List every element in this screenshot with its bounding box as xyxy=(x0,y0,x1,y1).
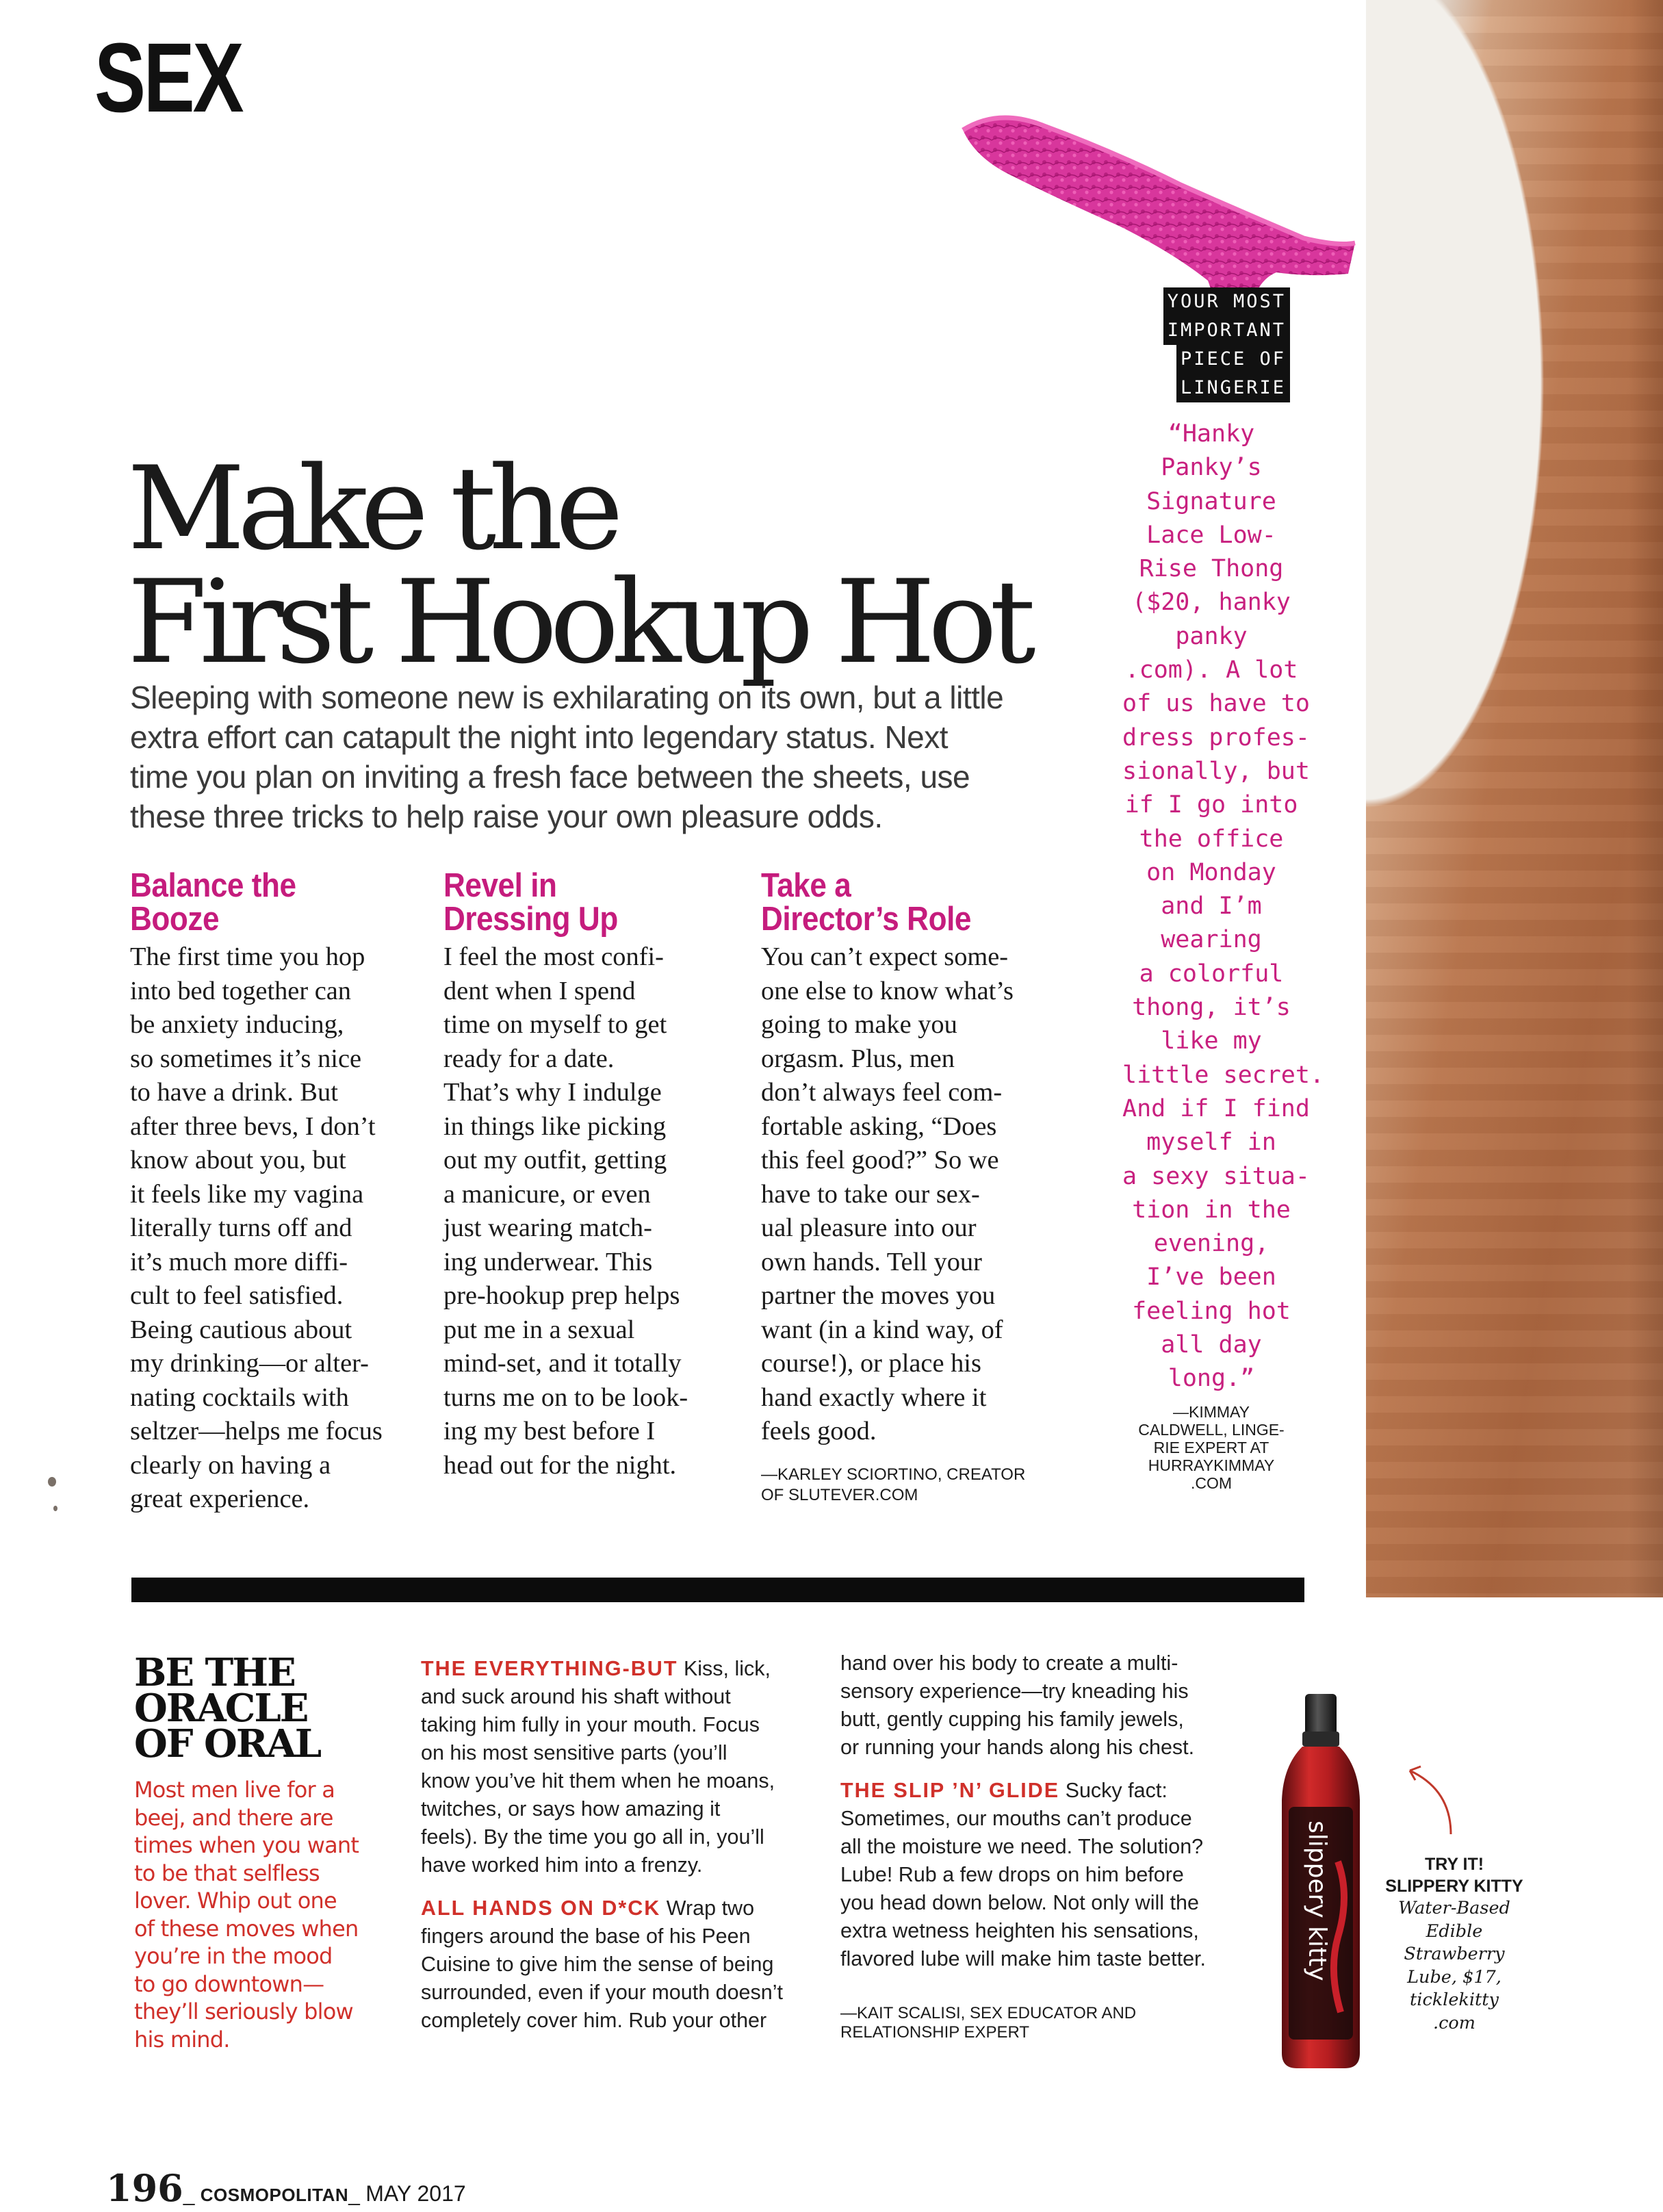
tip-line: butt, gently cupping his family jewels, xyxy=(840,1708,1184,1731)
tip-line: completely cover him. Rub your other xyxy=(421,2009,767,2032)
column-body-revel-in-dressing-up xyxy=(443,940,688,1482)
tip-slip-n-glide-first-line xyxy=(840,1777,1206,1805)
tips-column-2 xyxy=(840,1649,1206,1973)
quote-line: like my xyxy=(1161,1027,1262,1055)
oracle-title-line: ORACLE xyxy=(134,1686,308,1731)
headline-line: Make the xyxy=(127,441,616,576)
quote-line: of us have to xyxy=(1122,690,1310,718)
tip-text: Kiss, lick, xyxy=(678,1657,771,1680)
quote-line: all day xyxy=(1161,1331,1262,1359)
oracle-title-line: OF ORAL xyxy=(134,1721,321,1766)
lube-bottle-image xyxy=(1269,1690,1372,2074)
tip-spacer xyxy=(421,1879,783,1894)
column-title-line: Balance the xyxy=(130,867,296,904)
body-line: out my outfit, getting xyxy=(443,1146,667,1174)
deck-line: extra effort can catapult the night into legendary status. Next xyxy=(130,719,949,755)
tip-line: Sometimes, our mouths can’t produce xyxy=(840,1807,1192,1830)
column-title-line: Revel in xyxy=(443,867,557,904)
quote-line: the office xyxy=(1139,825,1284,853)
body-line: a manicure, or even xyxy=(443,1179,651,1209)
body-line: time on myself to get xyxy=(443,1010,667,1039)
body-line: feels good. xyxy=(761,1417,877,1445)
oracle-title xyxy=(134,1650,321,1766)
tip-line: surrounded, even if your mouth doesn’t xyxy=(421,1981,783,2004)
column-title-balance-the-booze xyxy=(130,869,296,936)
attribution-line: —KAIT SCALISI, SEX EDUCATOR AND xyxy=(840,2004,1137,2022)
quote-line: thong, it’s xyxy=(1132,994,1291,1022)
quote-line: a colorful xyxy=(1139,960,1284,988)
tip-line: feels). By the time you go all in, you’ll xyxy=(421,1825,764,1849)
body-line: put me in a sexual xyxy=(443,1315,635,1344)
tip-everything-but-first-line xyxy=(421,1655,783,1683)
intro-line: they’ll seriously blow xyxy=(134,1998,353,2024)
body-line: mind-set, and it totally xyxy=(443,1349,682,1378)
body-line: course!), or place his xyxy=(761,1349,981,1378)
body-line: don’t always feel com- xyxy=(761,1078,1003,1107)
quote-line: I’ve been xyxy=(1146,1263,1276,1291)
column-body-take-a-directors-role xyxy=(761,940,1014,1449)
lingerie-tag-line: YOUR MOST xyxy=(1163,287,1290,316)
quote-attribution-line: RIE EXPERT AT xyxy=(1153,1439,1269,1456)
folio-separator: _ xyxy=(183,2183,201,2206)
product-description-line: ticklekitty xyxy=(1410,1990,1499,2010)
product-description-line: Edible xyxy=(1426,1920,1483,1942)
product-description-line: Water-Based xyxy=(1398,1898,1510,1918)
quote-line: if I go into xyxy=(1124,791,1298,819)
body-line: great experience. xyxy=(130,1484,310,1513)
body-line: so sometimes it’s nice xyxy=(130,1044,362,1073)
quote-line: feeling hot xyxy=(1132,1297,1291,1325)
body-line: to have a drink. But xyxy=(130,1078,338,1107)
intro-line: Most men live for a xyxy=(134,1777,335,1803)
quote-line: sionally, but xyxy=(1122,757,1310,785)
quote-line: on Monday xyxy=(1146,858,1276,886)
intro-line: lover. Whip out one xyxy=(134,1888,337,1914)
body-line: turns me on to be look- xyxy=(443,1382,688,1412)
tip-lead-all-hands: ALL HANDS ON D*CK xyxy=(421,1896,661,1920)
body-line: going to make you xyxy=(761,1010,957,1039)
body-line: after three bevs, I don’t xyxy=(130,1111,376,1141)
headline-line: First Hookup Hot xyxy=(127,555,1029,689)
column-title-line: Booze xyxy=(130,901,220,938)
body-line: seltzer—helps me focus xyxy=(130,1417,383,1445)
quote-line: “Hanky xyxy=(1168,420,1255,448)
tip-line: fingers around the base of his Peen xyxy=(421,1925,751,1948)
headline xyxy=(127,441,1154,689)
tips-column-1 xyxy=(421,1655,783,2035)
issue-date: MAY 2017 xyxy=(365,2181,466,2206)
product-caption xyxy=(1376,1853,1533,2035)
tip-lead-everything-but: THE EVERYTHING-BUT xyxy=(421,1657,678,1680)
scan-speck xyxy=(48,1477,56,1487)
column-attribution xyxy=(761,1465,1025,1506)
page-folio xyxy=(106,2166,466,2210)
body-line: dent when I spend xyxy=(443,976,636,1005)
body-line: nating cocktails with xyxy=(130,1382,349,1412)
tip-all-hands-first-line xyxy=(421,1894,783,1922)
quote-line: Signature xyxy=(1146,487,1276,515)
column-title-line: Director’s Role xyxy=(761,901,971,938)
section-divider-rule xyxy=(131,1578,1304,1602)
deck-line: time you plan on inviting a fresh face between the sheets, use xyxy=(130,759,970,795)
quote-line: myself in xyxy=(1146,1129,1276,1157)
body-line: hand exactly where it xyxy=(761,1382,987,1412)
tip-line: or running your hands along his chest. xyxy=(840,1736,1195,1759)
body-line: Being cautious about xyxy=(130,1315,352,1344)
quote-line: ($20, hanky xyxy=(1132,589,1291,617)
tip-line: know you’ve hit them when he moans, xyxy=(421,1769,775,1792)
body-line: it’s much more diffi- xyxy=(130,1247,348,1276)
attribution-line: OF SLUTEVER.COM xyxy=(761,1486,918,1504)
tip-line: flavored lube will make him taste better. xyxy=(840,1947,1207,1970)
page-number: 196 xyxy=(106,2166,183,2210)
quote-line: evening, xyxy=(1153,1230,1269,1258)
lingerie-tag-line: IMPORTANT xyxy=(1163,316,1290,345)
body-line: it feels like my vagina xyxy=(130,1179,364,1209)
body-line: orgasm. Plus, men xyxy=(761,1044,955,1073)
intro-line: you’re in the mood xyxy=(134,1943,333,1969)
body-line: head out for the night. xyxy=(443,1450,677,1480)
body-line: ing underwear. This xyxy=(443,1247,653,1276)
publication-name: COSMOPOLITAN xyxy=(200,2185,349,2205)
tip-line: have worked him into a frenzy. xyxy=(421,1853,703,1877)
tip-text: Wrap two xyxy=(660,1896,755,1920)
column-title-line: Dressing Up xyxy=(443,901,618,938)
quote-line: Lace Low- xyxy=(1146,521,1276,549)
body-line: one else to know what’s xyxy=(761,976,1014,1005)
body-line: my drinking—or alter- xyxy=(130,1349,369,1378)
body-line: know about you, but xyxy=(130,1146,346,1174)
column-title-revel-in-dressing-up xyxy=(443,869,618,936)
curved-arrow-icon xyxy=(1396,1762,1458,1838)
quote-line: long.” xyxy=(1168,1365,1255,1393)
tip-line: Cuisine to give him the sense of being xyxy=(421,1953,774,1976)
tip-lead-slip-n-glide: THE SLIP ’N’ GLIDE xyxy=(840,1779,1060,1802)
product-description-line: .com xyxy=(1433,2012,1475,2033)
column-title-line: Take a xyxy=(761,867,851,904)
quote-attribution xyxy=(1122,1403,1300,1492)
quote-line: little secret. xyxy=(1122,1061,1325,1089)
intro-line: his mind. xyxy=(134,2026,230,2053)
body-line: have to take our sex- xyxy=(761,1179,980,1209)
body-line: be anxiety inducing, xyxy=(130,1010,344,1039)
tip-line: on his most sensitive parts (you’ll xyxy=(421,1741,727,1764)
body-line: this feel good?” So we xyxy=(761,1146,999,1174)
bottle-label-text: slippery kitty xyxy=(1303,1821,1331,1981)
section-label: SEX xyxy=(94,23,242,133)
body-line: ready for a date. xyxy=(443,1044,615,1073)
body-line: want (in a kind way, of xyxy=(761,1315,1003,1344)
quote-attribution-line: .COM xyxy=(1190,1474,1233,1492)
tip-line: Lube! Rub a few drops on him before xyxy=(840,1863,1184,1886)
body-line: That’s why I indulge xyxy=(443,1078,662,1107)
body-line: I feel the most confi- xyxy=(443,942,664,971)
shoulder-photo-highlight xyxy=(1366,0,1663,1597)
body-line: ing my best before I xyxy=(443,1417,656,1445)
quote-attribution-line: CALDWELL, LINGE- xyxy=(1138,1421,1285,1439)
body-line: pre-hookup prep helps xyxy=(443,1281,680,1310)
product-description xyxy=(1376,1897,1533,2035)
quote-line: dress profes- xyxy=(1122,723,1310,751)
deck-line: Sleeping with someone new is exhilarating on its own, but a little xyxy=(130,680,1004,715)
body-line: own hands. Tell your xyxy=(761,1247,982,1276)
product-callout-line: TRY IT! xyxy=(1424,1855,1484,1874)
oracle-intro xyxy=(134,1776,394,2053)
quote-line: And if I find xyxy=(1122,1094,1310,1122)
quote-line: and I’m xyxy=(1161,892,1262,921)
intro-line: to go downtown— xyxy=(134,1970,324,1997)
tip-text: Sucky fact: xyxy=(1059,1779,1168,1802)
body-line: You can’t expect some- xyxy=(761,942,1009,971)
tip-line: hand over his body to create a multi- xyxy=(840,1651,1178,1675)
tip-line: all the moisture we need. The solution? xyxy=(840,1835,1204,1858)
tip-line: extra wetness heighten his sensations, xyxy=(840,1919,1199,1942)
body-line: cult to feel satisfied. xyxy=(130,1281,344,1310)
product-description-line: Strawberry xyxy=(1404,1944,1505,1964)
product-name: SLIPPERY KITTY xyxy=(1385,1877,1523,1896)
lingerie-tag-line: PIECE OF xyxy=(1176,345,1290,374)
quote-line: Rise Thong xyxy=(1139,555,1284,583)
quote-line: a sexy situa- xyxy=(1122,1162,1310,1190)
deck xyxy=(130,678,1095,836)
quote-line: panky xyxy=(1175,622,1248,650)
intro-line: of these moves when xyxy=(134,1915,359,1942)
attribution-line: RELATIONSHIP EXPERT xyxy=(840,2023,1030,2042)
oracle-title-line: BE THE xyxy=(134,1650,295,1695)
intro-line: times when you want xyxy=(134,1832,359,1858)
lingerie-tag xyxy=(1133,287,1290,402)
body-line: literally turns off and xyxy=(130,1213,352,1242)
tip-line: and suck around his shaft without xyxy=(421,1685,731,1708)
lingerie-tag-line: LINGERIE xyxy=(1176,374,1290,402)
tip-line: you head down below. Not only will the xyxy=(840,1891,1199,1914)
product-callout xyxy=(1376,1853,1533,1897)
photo-edge-shadow xyxy=(1629,0,1663,1597)
product-description-line: Lube, $17, xyxy=(1407,1966,1501,1988)
body-line: into bed together can xyxy=(130,976,352,1005)
tip-line: taking him fully in your mouth. Focus xyxy=(421,1713,760,1736)
attribution-line: —KARLEY SCIORTINO, CREATOR xyxy=(761,1465,1026,1484)
body-line: ual pleasure into our xyxy=(761,1213,977,1242)
quote-line: tion in the xyxy=(1132,1196,1291,1224)
tip-line: sensory experience—try kneading his xyxy=(840,1680,1189,1703)
intro-line: to be that selfless xyxy=(134,1860,320,1886)
body-line: in things like picking xyxy=(443,1111,667,1141)
tips-attribution xyxy=(840,2004,1136,2042)
quote-attribution-line: —KIMMAY xyxy=(1172,1403,1250,1421)
deck-line: these three tricks to help raise your own pleasure odds. xyxy=(130,799,883,834)
folio-separator: _ xyxy=(348,2183,366,2206)
quote-line: .com). A lot xyxy=(1124,656,1298,684)
body-line: partner the moves you xyxy=(761,1281,996,1310)
tip-line: twitches, or says how amazing it xyxy=(421,1797,721,1821)
quote-line: Panky’s xyxy=(1161,454,1262,482)
body-line: fortable asking, “Does xyxy=(761,1111,997,1141)
body-line: The first time you hop xyxy=(130,942,365,971)
quote-attribution-line: HURRAYKIMMAY xyxy=(1148,1456,1275,1474)
column-body-balance-the-booze xyxy=(130,940,383,1517)
column-title-take-a-directors-role xyxy=(761,869,971,936)
body-line: clearly on having a xyxy=(130,1450,331,1480)
body-line: just wearing match- xyxy=(443,1213,652,1242)
intro-line: beej, and there are xyxy=(134,1804,333,1831)
quote-line: wearing xyxy=(1161,926,1262,954)
scan-speck xyxy=(53,1506,57,1511)
tip-spacer xyxy=(840,1762,1206,1777)
